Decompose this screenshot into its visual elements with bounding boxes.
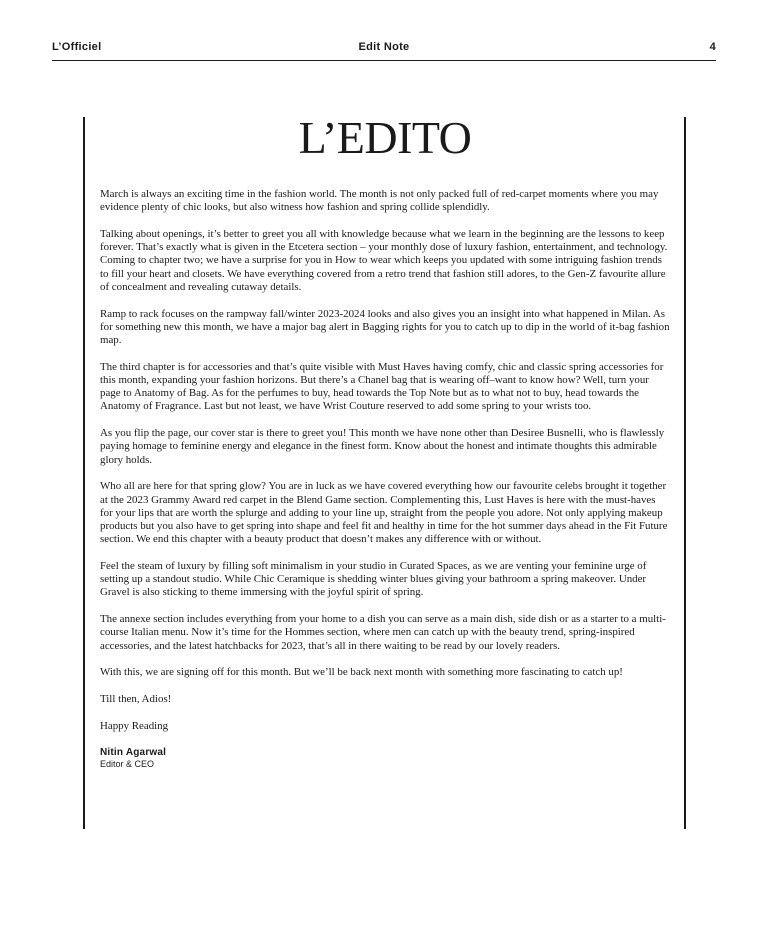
paragraph: Talking about openings, it’s better to greet you all with knowledge because what we learn in the beginning are the lessons to keep forever. That’s exactly what is given in the Etcetera section – your monthly dose of luxury fashion, entertainment, and technology. Coming to chapter two; we have a surprise for you in How to wear which keeps you updated with some intriguing fashion trends to fill your heart and closets. We have everything covered from a retro trend that fashion still adores, to the Gen-Z favourite allure of concealment and revealing cutaway details. <box>100 228 668 293</box>
signature-block <box>100 747 670 770</box>
paragraph: With this, we are signing off for this month. But we’ll be back next month with something more fascinating to catch up! <box>100 666 623 679</box>
editorial-article <box>100 110 670 770</box>
paragraph: Till then, Adios! <box>100 693 172 706</box>
article-body <box>100 188 670 733</box>
paragraph: Happy Reading <box>100 720 169 733</box>
paragraph: The annexe section includes everything from your home to a dish you can serve as a main dish, side dish or as a starter to a multi-course Italian menu. Now it’s time for the Hommes section, where men can catch up with the beauty trend, spring-inspired accessories, and the latest hatchbacks for 2023, that’s all in there waiting to be read by our lovely readers. <box>100 613 666 652</box>
paragraph: Who all are here for that spring glow? You are in luck as we have covered everything how our favourite celebs brought it together at the 2023 Grammy Award red carpet in the Blend Game section. Complementing this, Lust Haves is here with the must-haves for your lips that are worth the splurge and adding to your line up, straight from the people you adore. Not only applying makeup products but you also have to get spring into shape and feel fit and healthy in time for the hot summer days ahead in the Fit Future section. We end this chapter with a beauty product that doesn’t makes any difference with or without. <box>100 480 668 546</box>
paragraph: The third chapter is for accessories and that’s quite visible with Must Haves having comfy, chic and classic spring accessories for this month, expanding your fashion horizons. But there’s a Chanel bag that is wearing off–want to know how? Well, turn your page to Anatomy of Bag. As for the perfumes to buy, head towards the Top Note but as to what not to buy, head towards the Anatomy of Fragrance. Last but not least, we have Wrist Couture reserved to add some spring to your wrists too. <box>100 360 664 413</box>
page-number: 4 <box>709 41 716 53</box>
magazine-brand: L’Officiel <box>52 41 102 53</box>
paragraph: March is always an exciting time in the fashion world. The month is not only packed full of red-carpet moments where you may evidence plenty of chic looks, but also witness how fashion and spring collide splendidly. <box>100 188 659 214</box>
author-name: Nitin Agarwal <box>100 746 167 758</box>
right-rule <box>684 117 686 829</box>
running-header <box>52 40 716 61</box>
page-title: L’EDITO <box>298 112 472 163</box>
author-role: Editor & CEO <box>100 758 155 769</box>
section-name: Edit Note <box>358 41 410 53</box>
paragraph: Ramp to rack focuses on the rampway fall/winter 2023-2024 looks and also gives you an insight into what happened in Milan. As for something new this month, we have a major bag alert in Bagging rights for you to catch up to dip in the world of it-bag fashion map. <box>100 307 670 347</box>
paragraph: As you flip the page, our cover star is there to greet you! This month we have none other than Desiree Busnelli, who is flawlessly paying homage to feminine energy and elegance in the finest form. Know about the honest and intimate thoughts this admirable glory holds. <box>100 427 665 466</box>
paragraph: Feel the steam of luxury by filling soft minimalism in your studio in Curated Spaces, as we are venting your feminine urge of setting up a standout studio. While Chic Ceramique is shedding winter blues giving your bathroom a spring makeover. Under Gravel is also sticking to theme immersing with the joyful spirit of spring. <box>100 560 647 599</box>
left-rule <box>83 117 85 829</box>
